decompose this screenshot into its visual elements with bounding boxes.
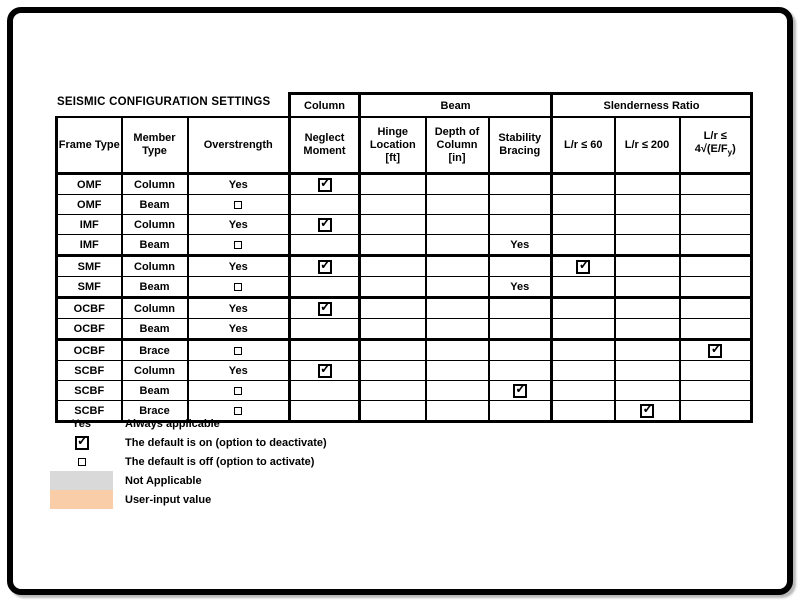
table-body <box>57 174 752 422</box>
unchecked-checkbox-icon[interactable] <box>234 241 242 249</box>
cell-stability-bracing: Yes <box>489 235 552 256</box>
cell-lr-200 <box>615 235 680 256</box>
cell-depth-of-column <box>426 277 489 298</box>
cell-depth-of-column <box>426 361 489 381</box>
legend-item-label: Not Applicable <box>125 474 202 487</box>
cell-member-type: Beam <box>122 381 188 401</box>
header-stability-bracing: Stability Bracing <box>489 117 552 174</box>
cell-overstrength <box>188 195 290 215</box>
cell-lr-200 <box>615 361 680 381</box>
title-spacer-cell <box>57 94 290 118</box>
cell-member-type: Column <box>122 298 188 319</box>
checked-checkbox-icon[interactable] <box>576 257 590 274</box>
cell-member-type: Beam <box>122 319 188 340</box>
cell-lr-200 <box>615 195 680 215</box>
cell-lr-60 <box>552 174 615 195</box>
cell-lr-4sqrt <box>680 381 752 401</box>
cell-lr-60 <box>552 195 615 215</box>
checked-checkbox-icon[interactable] <box>708 341 722 358</box>
cell-hinge-location <box>360 381 426 401</box>
group-header-column: Column <box>290 94 360 118</box>
cell-frame-type: OCBF <box>57 298 122 319</box>
legend-item <box>50 452 327 471</box>
table-row <box>57 361 752 381</box>
cell-lr-200 <box>615 256 680 277</box>
legend-item-label: User-input value <box>125 493 212 506</box>
cell-depth-of-column <box>426 381 489 401</box>
cell-lr-60 <box>552 256 615 277</box>
cell-frame-type: OCBF <box>57 340 122 361</box>
header-member-type: Member Type <box>122 117 188 174</box>
cell-neglect-moment <box>290 298 360 319</box>
table-title: SEISMIC CONFIGURATION SETTINGS <box>57 96 271 108</box>
cell-frame-type: SMF <box>57 277 122 298</box>
cell-stability-bracing <box>489 319 552 340</box>
cell-stability-bracing <box>489 298 552 319</box>
cell-member-type: Brace <box>122 340 188 361</box>
legend-yes-symbol: Yes <box>72 417 91 430</box>
cell-hinge-location <box>360 235 426 256</box>
cell-overstrength: Yes <box>188 319 290 340</box>
cell-hinge-location <box>360 401 426 422</box>
cell-overstrength: Yes <box>188 361 290 381</box>
cell-frame-type: SCBF <box>57 401 122 422</box>
cell-hinge-location <box>360 319 426 340</box>
cell-neglect-moment <box>290 340 360 361</box>
checked-checkbox-icon <box>75 433 89 450</box>
cell-lr-4sqrt <box>680 361 752 381</box>
cell-lr-60 <box>552 235 615 256</box>
cell-neglect-moment <box>290 277 360 298</box>
cell-frame-type: OMF <box>57 195 122 215</box>
cell-hinge-location <box>360 361 426 381</box>
cell-overstrength <box>188 381 290 401</box>
cell-frame-type: IMF <box>57 215 122 235</box>
cell-overstrength <box>188 340 290 361</box>
legend <box>50 414 327 509</box>
header-hinge-location: Hinge Location [ft] <box>360 117 426 174</box>
checked-checkbox-icon[interactable] <box>318 257 332 274</box>
table-row <box>57 174 752 195</box>
cell-overstrength: Yes <box>188 298 290 319</box>
header-overstrength: Overstrength <box>188 117 290 174</box>
cell-lr-60 <box>552 215 615 235</box>
cell-lr-200 <box>615 381 680 401</box>
cell-hinge-location <box>360 277 426 298</box>
cell-lr-4sqrt <box>680 174 752 195</box>
cell-neglect-moment <box>290 319 360 340</box>
cell-stability-bracing <box>489 174 552 195</box>
legend-item <box>50 433 327 452</box>
cell-member-type: Column <box>122 256 188 277</box>
cell-overstrength: Yes <box>188 174 290 195</box>
cell-frame-type: SMF <box>57 256 122 277</box>
cell-lr-60 <box>552 277 615 298</box>
cell-lr-60 <box>552 381 615 401</box>
not-applicable-swatch <box>50 471 113 490</box>
cell-stability-bracing <box>489 256 552 277</box>
cell-lr-4sqrt <box>680 401 752 422</box>
checked-checkbox-icon[interactable] <box>318 299 332 316</box>
cell-overstrength: Yes <box>188 256 290 277</box>
cell-depth-of-column <box>426 298 489 319</box>
cell-stability-bracing <box>489 361 552 381</box>
cell-stability-bracing <box>489 401 552 422</box>
cell-neglect-moment <box>290 195 360 215</box>
cell-lr-200 <box>615 401 680 422</box>
legend-item <box>50 471 327 490</box>
cell-member-type: Beam <box>122 195 188 215</box>
user-input-swatch <box>50 490 113 509</box>
cell-lr-4sqrt <box>680 340 752 361</box>
checked-checkbox-icon[interactable] <box>318 175 332 192</box>
cell-lr-200 <box>615 277 680 298</box>
cell-hinge-location <box>360 195 426 215</box>
checked-checkbox-icon[interactable] <box>318 361 332 378</box>
check-glyph: ✓ <box>77 433 88 448</box>
cell-frame-type: SCBF <box>57 381 122 401</box>
check-glyph: ✓ <box>515 381 527 396</box>
check-glyph: ✓ <box>642 401 654 416</box>
table-row <box>57 319 752 340</box>
check-glyph: ✓ <box>320 361 331 376</box>
table-row <box>57 277 752 298</box>
cell-depth-of-column <box>426 215 489 235</box>
seismic-configuration-table <box>55 92 753 423</box>
cell-lr-200 <box>615 298 680 319</box>
header-lr-4sqrt-line1: L/r ≤ <box>703 130 727 143</box>
table-row <box>57 256 752 277</box>
unchecked-checkbox-icon[interactable] <box>234 347 242 355</box>
cell-stability-bracing <box>489 195 552 215</box>
cell-lr-200 <box>615 174 680 195</box>
cell-overstrength <box>188 235 290 256</box>
header-depth-of-column: Depth of Column [in] <box>426 117 489 174</box>
group-header-row <box>57 94 752 118</box>
checked-checkbox-icon[interactable] <box>513 381 527 398</box>
legend-item-label: The default is off (option to activate) <box>125 455 315 468</box>
cell-lr-4sqrt <box>680 319 752 340</box>
cell-stability-bracing: Yes <box>489 277 552 298</box>
cell-lr-200 <box>615 319 680 340</box>
cell-depth-of-column <box>426 235 489 256</box>
cell-lr-60 <box>552 298 615 319</box>
check-glyph: ✓ <box>320 257 331 272</box>
header-lr-4sqrt-line2: $4√(E/F_y)$ <box>694 143 736 158</box>
check-glyph: ✓ <box>320 299 331 314</box>
cell-neglect-moment <box>290 174 360 195</box>
cell-lr-60 <box>552 340 615 361</box>
table-row <box>57 298 752 319</box>
cell-overstrength <box>188 277 290 298</box>
checked-checkbox-icon[interactable] <box>640 401 654 418</box>
header-lr-200: L/r ≤ 200 <box>615 117 680 174</box>
cell-member-type: Column <box>122 361 188 381</box>
cell-member-type: Column <box>122 215 188 235</box>
header-neglect-moment: Neglect Moment <box>290 117 360 174</box>
checked-checkbox-icon[interactable] <box>318 215 332 232</box>
check-glyph: ✓ <box>710 341 722 356</box>
cell-lr-4sqrt <box>680 298 752 319</box>
cell-neglect-moment <box>290 256 360 277</box>
legend-item-label: The default is on (option to deactivate) <box>125 436 327 449</box>
cell-lr-60 <box>552 361 615 381</box>
header-frame-type: Frame Type <box>57 117 122 174</box>
cell-neglect-moment <box>290 215 360 235</box>
cell-hinge-location <box>360 174 426 195</box>
cell-lr-60 <box>552 401 615 422</box>
header-lr-60: L/r ≤ 60 <box>552 117 615 174</box>
cell-lr-200 <box>615 215 680 235</box>
check-glyph: ✓ <box>320 215 331 230</box>
table-row <box>57 340 752 361</box>
cell-hinge-location <box>360 256 426 277</box>
cell-hinge-location <box>360 215 426 235</box>
legend-item <box>50 490 327 509</box>
cell-neglect-moment <box>290 381 360 401</box>
cell-depth-of-column <box>426 174 489 195</box>
cell-hinge-location <box>360 298 426 319</box>
cell-lr-60 <box>552 319 615 340</box>
check-glyph: ✓ <box>578 257 590 272</box>
legend-item <box>50 414 327 433</box>
unchecked-checkbox-icon <box>78 458 86 466</box>
cell-lr-4sqrt <box>680 235 752 256</box>
cell-lr-4sqrt <box>680 195 752 215</box>
cell-stability-bracing <box>489 215 552 235</box>
table-row <box>57 235 752 256</box>
cell-member-type: Brace <box>122 401 188 422</box>
column-header-row <box>57 117 752 174</box>
cell-lr-4sqrt <box>680 277 752 298</box>
cell-depth-of-column <box>426 401 489 422</box>
cell-frame-type: IMF <box>57 235 122 256</box>
cell-member-type: Beam <box>122 235 188 256</box>
cell-depth-of-column <box>426 256 489 277</box>
cell-frame-type: OMF <box>57 174 122 195</box>
cell-overstrength: Yes <box>188 215 290 235</box>
cell-frame-type: OCBF <box>57 319 122 340</box>
unchecked-checkbox-icon[interactable] <box>234 283 242 291</box>
cell-depth-of-column <box>426 340 489 361</box>
cell-frame-type: SCBF <box>57 361 122 381</box>
cell-lr-4sqrt <box>680 256 752 277</box>
cell-neglect-moment <box>290 235 360 256</box>
cell-stability-bracing <box>489 381 552 401</box>
table-row <box>57 381 752 401</box>
cell-stability-bracing <box>489 340 552 361</box>
cell-member-type: Beam <box>122 277 188 298</box>
check-glyph: ✓ <box>320 175 331 190</box>
header-lr-4sqrt <box>680 117 752 174</box>
cell-lr-200 <box>615 340 680 361</box>
table-row <box>57 215 752 235</box>
group-header-slenderness-ratio: Slenderness Ratio <box>552 94 752 118</box>
cell-member-type: Column <box>122 174 188 195</box>
cell-hinge-location <box>360 340 426 361</box>
cell-depth-of-column <box>426 319 489 340</box>
legend-item-label: Always applicable <box>125 417 220 430</box>
cell-depth-of-column <box>426 195 489 215</box>
group-header-beam: Beam <box>360 94 552 118</box>
table-row <box>57 195 752 215</box>
cell-lr-4sqrt <box>680 215 752 235</box>
unchecked-checkbox-icon[interactable] <box>234 387 242 395</box>
unchecked-checkbox-icon[interactable] <box>234 201 242 209</box>
cell-neglect-moment <box>290 361 360 381</box>
